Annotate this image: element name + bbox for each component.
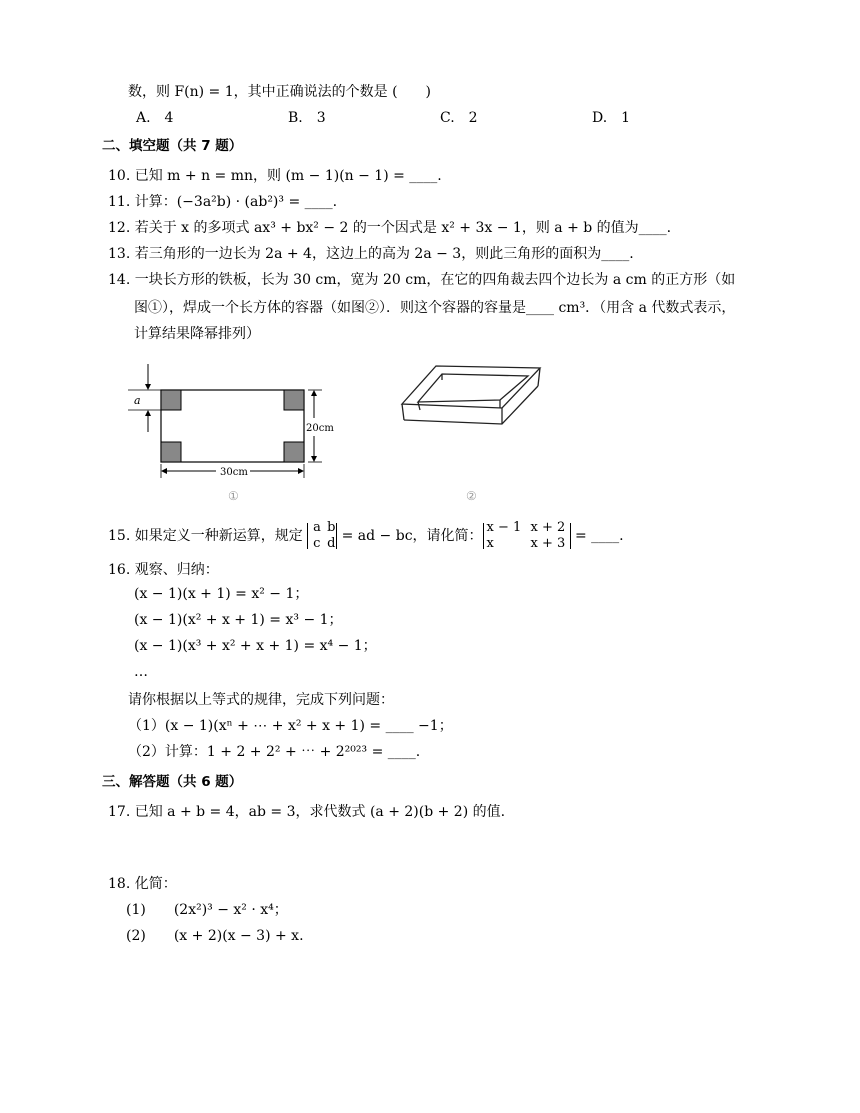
question-15-suffix: = ____.: [570, 528, 624, 544]
figure-1-caption: ①: [228, 489, 239, 503]
section-2-title: 二、填空题（共 7 题）: [102, 138, 243, 154]
question-18-part-2: (2) (x + 2)(x − 3) + x.: [126, 928, 304, 944]
question-14-line-2: 图①），焊成一个长方体的容器（如图②）．则这个容器的容量是____ cm³．（用含 a 代数式表示，: [134, 300, 736, 316]
determinant-abcd: [307, 520, 337, 552]
q9-option-a: A. 4: [136, 110, 174, 126]
question-16-equation-3: (x − 1)(x³ + x² + x + 1) = x⁴ − 1；: [134, 638, 377, 654]
figure-2-box-diagram: [396, 358, 556, 508]
q9-option-d: D. 1: [592, 110, 631, 126]
question-16-part-2: （2）计算：1 + 2 + 2² + ⋯ + 2²⁰²³ = ____.: [128, 744, 421, 760]
q9-option-c: C. 2: [440, 110, 478, 126]
question-15-prefix: 15. 如果定义一种新运算，规定: [108, 528, 308, 544]
determinant-x: [483, 520, 571, 552]
question-13: 13. 若三角形的一边长为 2a + 4，这边上的高为 2a − 3，则此三角形的面积为____.: [108, 246, 634, 262]
question-11: 11. 计算：(−3a²b) · (ab²)³ = ____.: [108, 194, 338, 210]
question-16-intro: 16. 观察、归纳：: [108, 562, 219, 578]
section-3-title: 三、解答题（共 6 题）: [102, 774, 243, 790]
question-10: 10. 已知 m + n = mn，则 (m − 1)(n − 1) = ____.: [108, 168, 442, 184]
question-16-equation-1: (x − 1)(x + 1) = x² − 1；: [134, 586, 309, 602]
det1-b: b: [327, 520, 336, 535]
question-14-line-3: 计算结果降幂排列）: [134, 326, 260, 342]
det2-a: x − 1: [486, 520, 522, 535]
question-15-mid: = ad − bc，请化简：: [337, 528, 483, 544]
det1-d: d: [327, 536, 336, 551]
figure-1-label-20cm: 20cm: [306, 423, 334, 434]
det2-c: x: [486, 536, 494, 551]
q9-tail: 数，则 F(n) = 1，其中正确说法的个数是 ( ): [128, 84, 432, 100]
question-16-prompt: 请你根据以上等式的规律，完成下列问题：: [128, 692, 394, 708]
figure-1-sheet-diagram: [126, 360, 346, 510]
question-12: 12. 若关于 x 的多项式 ax³ + bx² − 2 的一个因式是 x² + 3x − 1，则 a + b 的值为____.: [108, 220, 672, 236]
question-18-part-1: (1) (2x²)³ − x² · x⁴；: [126, 902, 288, 918]
question-16-equation-2: (x − 1)(x² + x + 1) = x³ − 1；: [134, 612, 343, 628]
figure-2-caption: ②: [466, 489, 477, 503]
question-17: 17. 已知 a + b = 4，ab = 3，求代数式 (a + 2)(b + 2) 的值.: [108, 804, 506, 820]
q9-option-b: B. 3: [288, 110, 326, 126]
det2-d: x + 3: [530, 536, 566, 551]
question-14-line-1: 14. 一块长方形的铁板，长为 30 cm，宽为 20 cm，在它的四角裁去四个边长为 a cm 的正方形（如: [108, 272, 736, 288]
figure-1-label-30cm: 30cm: [220, 467, 248, 478]
question-15: [108, 520, 624, 552]
question-18-intro: 18. 化简：: [108, 876, 177, 892]
figure-1-label-a: a: [134, 394, 141, 407]
question-16-part-1: （1）(x − 1)(xⁿ + ⋯ + x² + x + 1) = ____ −1；: [128, 718, 453, 734]
det1-c: c: [313, 536, 321, 551]
det2-b: x + 2: [530, 520, 566, 535]
det1-a: a: [313, 520, 321, 535]
question-16-dots: …: [134, 664, 148, 680]
